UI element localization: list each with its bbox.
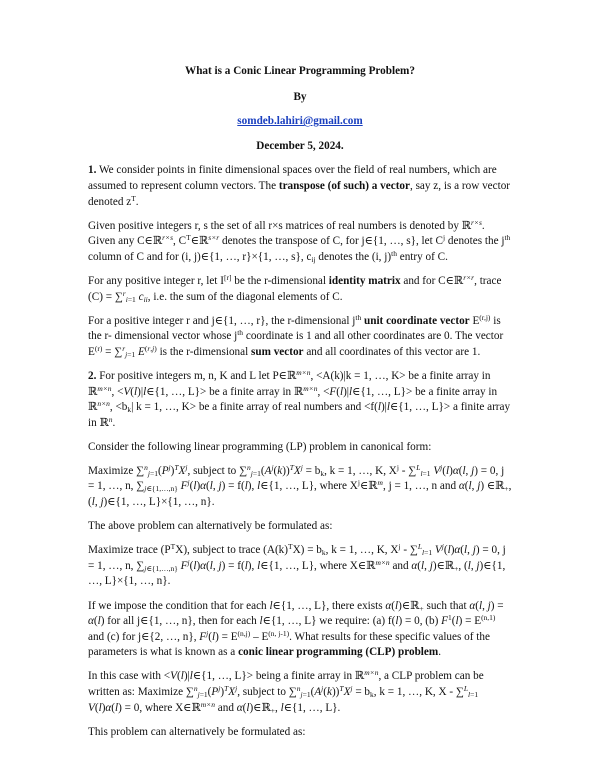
paragraph-clp-definition: If we impose the condition that for each l∈{1, …, L}, there exists α(l)∈ℝ$_+$ such that α(l, j) = α(l) for all j∈{1, …, n}, then for each l∈{1, …, L} we require: (a) f(l) = 0, (b) $F^1(l) = E^{(n,1)}$ and (c) for j∈{2, …, n}, $F^j(l) = E^{(n,j)} - E^{(n, j-1)}$. What results for these specific values of the parameters is what is known as a conic linear programming (CLP) problem.: [88, 599, 504, 659]
paragraph-clp-alt-intro: This problem can alternatively be formulated as:: [88, 725, 306, 738]
paragraph-lp-intro: Consider the following linear programming (LP) problem in canonical form:: [88, 440, 432, 453]
paragraph-alt-intro: The above problem can alternatively be formulated as:: [88, 520, 333, 533]
paragraph-clp-problem: In this case with <V(l)|l∈{1, …, L}> being a finite array in ℝ$^{m\times n}$, a CLP problem can be written as: Maximize $\sum^n_{j=1}(P^j)^TX^j$, subject to $\sum^n_{j=1}(A^j(k))^TX^j = b_k$, k = 1, …, K, X - ∑$^L_{l=1}$ V(l)α(l) = 0, where X∈ℝ$^{m\times n}$ and α(l)∈ℝ$_+$, l∈{1, …, L}.: [88, 668, 484, 715]
paragraph-lp-trace: Maximize trace $(P^TX)$, subject to trace $(A(k)^TX) = b_k$, k = 1, …, K, $X^j - \sum^L_{l=1}$ $V^j(l)\alpha(l$, j) = 0, j = 1, …, n, $\sum_{j\in\{1,\dots,n\}}$ $F^j(l)\alpha(l$, j) = f(l), l∈{1, …, L}, where X∈ℝ$^{m\times n}$ and α(l, j)∈ℝ$_+$, (l, j)∈{1, …, L}×{1, …, n}.: [88, 542, 506, 588]
author-email-link[interactable]: somdeb.lahiri@gmail.com: [237, 115, 363, 128]
paragraph-arrays: 2. For positive integers m, n, K and L let P∈ℝ$^{m\times n}$, <A(k)|k = 1, …, K> be a finite array in ℝ$^{m\times n}$, <V(l)|l∈{1, …, L}> be a finite array in ℝ$^{m\times n}$, <F(l)|l∈{1, …, L}> be a finite array in ℝ$^{n\times n}$, $<b_k|$ k = 1, …, K> be a finite array of real numbers and <f(l)|l∈{1, …, L}> a finite array in ℝ$^n$.: [88, 367, 511, 429]
document-title: What is a Conic Linear Programming Problem?: [185, 65, 415, 77]
paragraph-unit-vector: For a positive integer r and j∈{1, …, r}, the r-dimensional $j^{th}$ unit coordinate vector E$^{(r,j)}$ is the r- dimensional vector whose $j^{th}$ coordinate is 1 and all other coordinates are 0. The vector $E^{(r)} = \sum^r_{j=1}$ E$^{(r,j)}$ is the r-dimensional sum vector and all coordinates of this vector are 1.: [88, 312, 504, 359]
paragraph-lp-problem: Maximize $\sum^n_{j=1}(P^j)^TX^j$, subject to $\sum^n_{j=1}(A^j(k))^TX^j = b_k$, k = 1, …, K, $X^j - \sum^L_{l=1}$ $V^j(l)\alpha(l$, j) = 0, j = 1, …, n, $\sum_{j\in\{1,\dots,n\}}$ $F^j(l)\alpha(l$, j) = f(l), l∈{1, …, L}, where $X^j\in ℝ^m$, j = 1, …, n and α(l, j) ∈ℝ$_+$, (l, j)∈{1, …, L}×{1, …, n}.: [88, 462, 512, 509]
paragraph-vectors: 1. We consider points in finite dimensional spaces over the field of real numbers, which are assumed to represent column vectors. The transpose (of such) a vector, say z, is a row vector denoted $z^T$.: [88, 164, 511, 208]
document-date: December 5, 2024.: [256, 139, 344, 152]
paragraph-matrices: Given positive integers r, s the set of all r×s matrices of real numbers is denoted by ℝ$^{r\times s}$. Given any C∈ℝ$^{r\times s}$, $C^T\in ℝ^{s\times r}$ denotes the transpose of C, for j∈{1, …, s}, let $C^j$ denotes the $j^{th}$ column of C and for (i, j)∈{1, …, r}×{1, …, s}, $c_{ij}$ denotes the (i, j)$^{th}$ entry of C.: [88, 217, 511, 264]
paragraph-identity-trace: For any positive integer r, let I[r] be the r-dimensional identity matrix and for C∈ℝ$^{r\times r}$, trace (C) = ∑$^r_{i=1}$ $c_{ii}$, i.e. the sum of the diagonal elements of C.: [88, 272, 502, 304]
byline: By: [293, 90, 307, 103]
